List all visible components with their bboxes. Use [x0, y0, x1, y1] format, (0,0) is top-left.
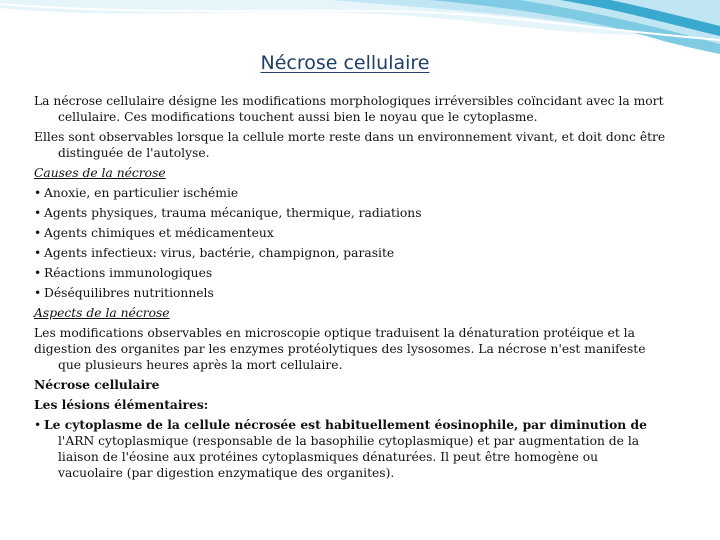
bullet-icon: • — [34, 418, 42, 432]
slide-title: Nécrose cellulaire — [260, 52, 430, 74]
cause-text: Agents chimiques et médicamenteux — [44, 226, 274, 240]
bullet-icon: • — [34, 266, 42, 280]
cause-text: Agents physiques, trauma mécanique, thermique, radiations — [44, 206, 422, 220]
cause-text: Déséquilibres nutritionnels — [44, 286, 214, 300]
list-item — [34, 185, 666, 201]
lesion-bold-text: Le cytoplasme de la cellule nécrosée est habituellement éosinophile, par diminution de — [44, 417, 647, 432]
bullet-icon: • — [34, 186, 42, 200]
list-item — [34, 205, 666, 221]
lesion-rest-text: l'ARN cytoplasmique (responsable de la basophilie cytoplasmique) et par augmentation de la liaison de l'éosine aux protéines cytoplasmiques dénaturées. Il peut être homogène ou vacuolaire (par digestion enzymatique des organites). — [58, 434, 640, 480]
necrose-heading: Nécrose cellulaire — [34, 377, 160, 392]
list-item — [34, 285, 666, 301]
list-item — [34, 245, 666, 261]
cause-text: Réactions immunologiques — [44, 266, 213, 280]
bullet-icon: • — [34, 206, 42, 220]
header-swoosh-decoration — [0, 0, 720, 60]
intro-paragraph-1: La nécrose cellulaire désigne les modifications morphologiques irréversibles coïncidant avec la mort cellulaire. Ces modifications touchent aussi bien le noyau que le cytoplasme. — [34, 94, 664, 124]
bullet-icon: • — [34, 226, 42, 240]
lesions-heading: Les lésions élémentaires: — [34, 397, 209, 412]
aspects-text-2: que plusieurs heures après la mort cellulaire. — [58, 358, 343, 372]
intro-paragraph-2: Elles sont observables lorsque la cellule morte reste dans un environnement vivant, et doit donc être distinguée de l'autolyse. — [34, 130, 666, 160]
aspects-text-1: Les modifications observables en microscopie optique traduisent la dénaturation protéique et la digestion des organites par les enzymes protéolytiques des lysosomes. La nécrose n'est manifeste — [34, 326, 646, 356]
cause-text: Agents infectieux: virus, bactérie, champignon, parasite — [44, 246, 395, 260]
cause-text: Anoxie, en particulier ischémie — [44, 186, 239, 200]
list-item — [34, 265, 666, 281]
aspects-paragraph — [34, 325, 666, 373]
slide-content — [34, 93, 666, 485]
aspects-heading: Aspects de la nécrose — [34, 306, 170, 320]
causes-heading: Causes de la nécrose — [34, 166, 166, 180]
list-item — [34, 225, 666, 241]
lesion-bullet — [34, 417, 666, 481]
bullet-icon: • — [34, 246, 42, 260]
bullet-icon: • — [34, 286, 42, 300]
